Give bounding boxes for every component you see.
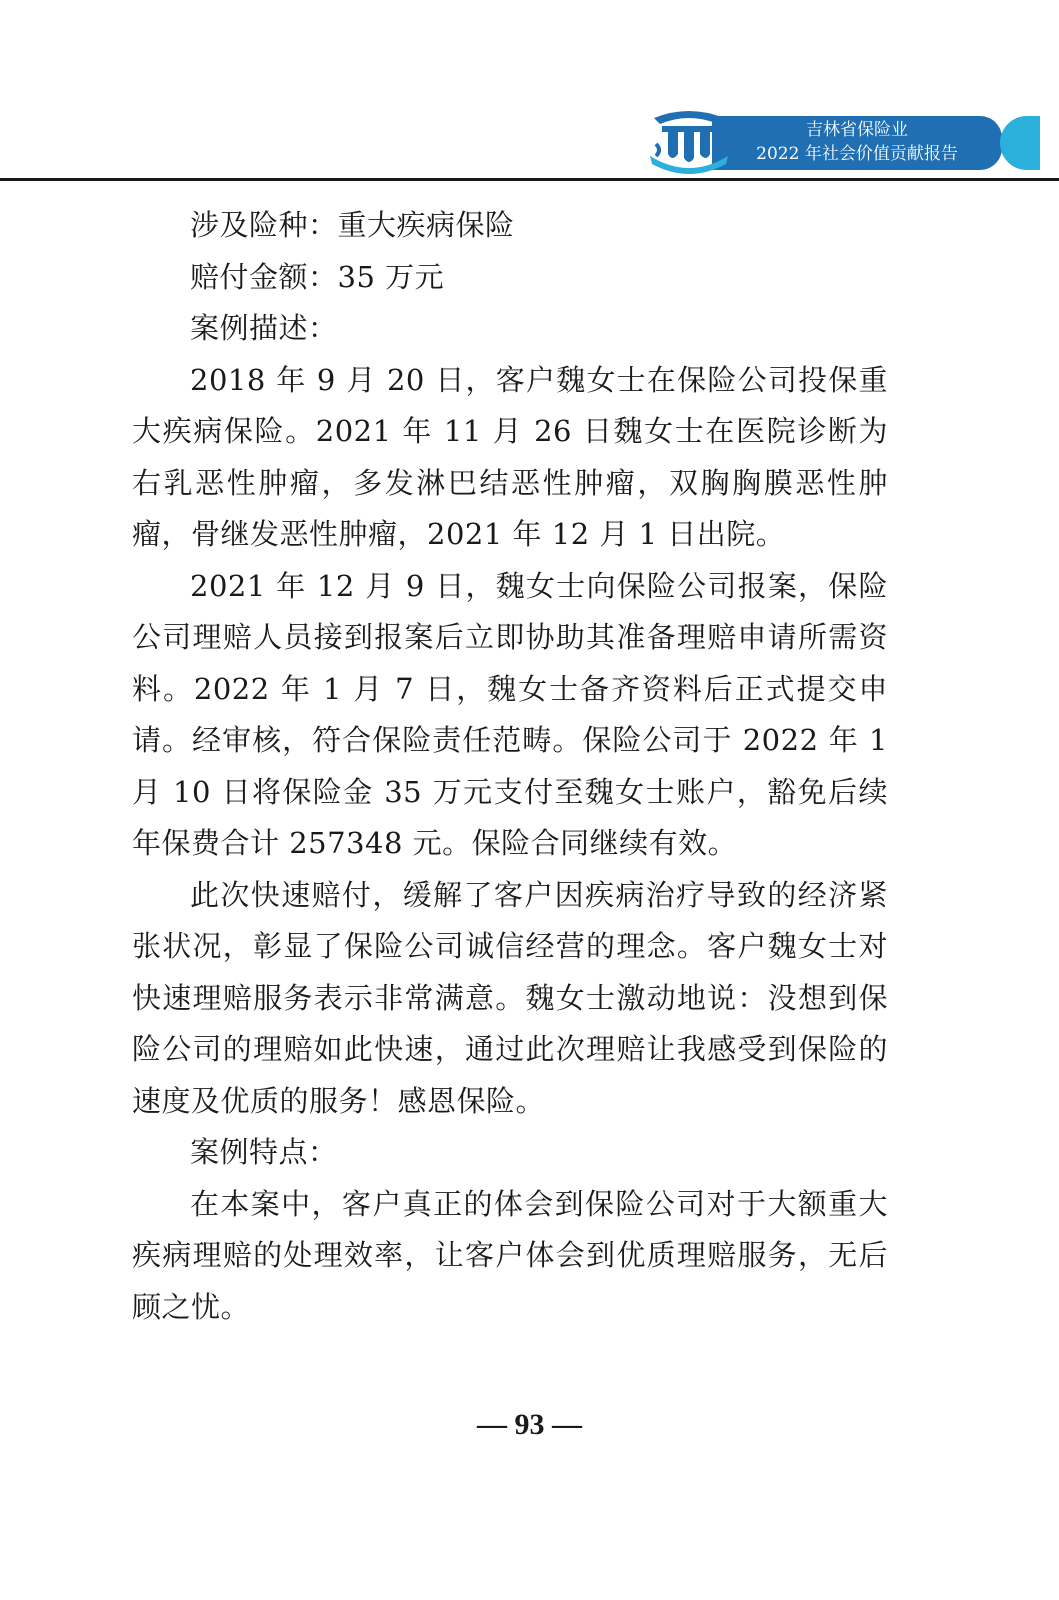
header-rule	[0, 178, 1059, 181]
case-paragraph-3: 此次快速赔付，缓解了客户因疾病治疗导致的经济紧张状况，彰显了保险公司诚信经营的理念。客户魏女士对快速理赔服务表示非常满意。魏女士激动地说：没想到保险公司的理赔如此快速，通过此次理赔让我感受到保险的速度及优质的服务！感恩保险。	[132, 877, 888, 1118]
page-header	[0, 0, 1059, 185]
case-features-heading: 案例特点：	[190, 1135, 338, 1169]
case-paragraph-1: 2018 年 9 月 20 日，客户魏女士在保险公司投保重大疾病保险。2021 年 11 月 26 日魏女士在医院诊断为右乳恶性肿瘤，多发淋巴结恶性肿瘤，双胸胸膜恶性肿瘤，骨继发恶性肿瘤，2021 年 12 月 1 日出院。	[132, 362, 888, 551]
report-title-line2: 2022 年社会价值贡献报告	[756, 144, 958, 164]
page-number: — 93 —	[477, 1408, 582, 1441]
body-text	[132, 200, 888, 1333]
case-features-paragraph: 在本案中，客户真正的体会到保险公司对于大额重大疾病理赔的处理效率，让客户体会到优质理赔服务，无后顾之忧。	[132, 1186, 888, 1324]
insurance-type-line: 涉及险种：重大疾病保险	[190, 208, 515, 242]
case-paragraph-2: 2021 年 12 月 9 日，魏女士向保险公司报案，保险公司理赔人员接到报案后立即协助其准备理赔申请所需资料。2022 年 1 月 7 日，魏女士备齐资料后正式提交申请。经审核，符合保险责任范畴。保险公司于 2022 年 1 月 10 日将保险金 35 万元支付至魏女士账户，豁免后续年保费合计 257348 元。保险合同继续有效。	[132, 568, 888, 860]
header-banner-cap	[1000, 116, 1040, 170]
report-title-line1: 吉林省保险业	[806, 120, 908, 140]
case-description-heading: 案例描述：	[190, 311, 338, 345]
report-title	[712, 118, 1002, 168]
payout-amount-line: 赔付金额：35 万元	[190, 259, 445, 294]
